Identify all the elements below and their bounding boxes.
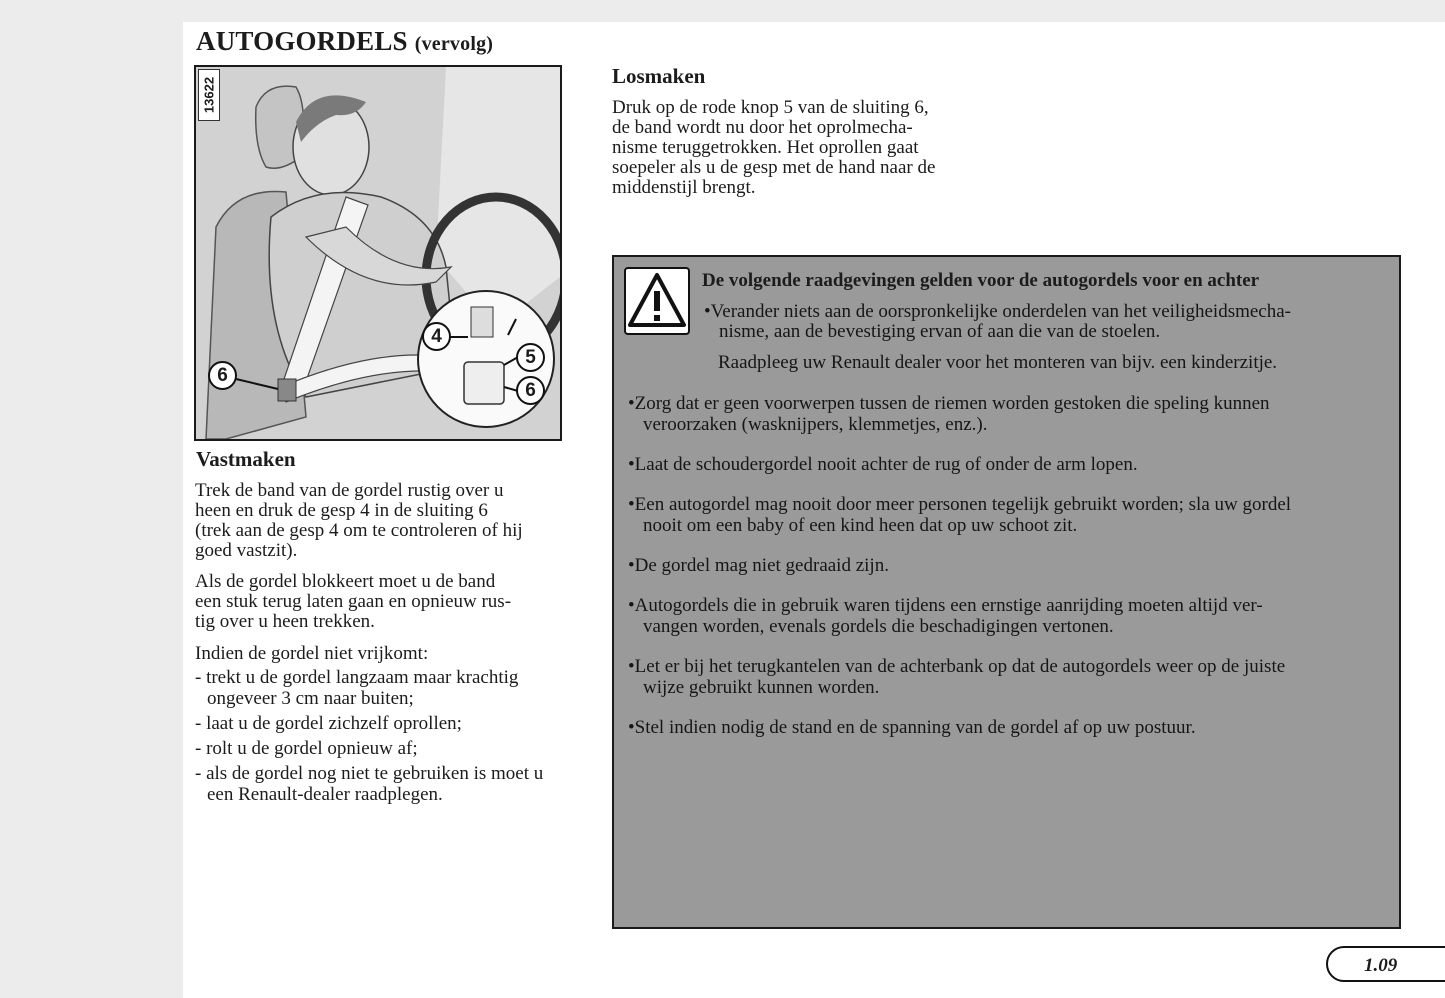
warning-bullet: • Zorg dat er geen voorwerpen tussen de riemen worden gestoken die speling kunnen [628,393,1270,414]
text-line: een stuk terug laten gaan en opnieuw rus- [195,591,512,612]
text-line: goed vastzit). [195,540,298,561]
losmaken-text [612,98,978,198]
warning-bullet-cont: nooit om een baby of een kind heen dat op uw schoot zit. [643,515,1078,536]
warning-bullet: • Laat de schoudergordel nooit achter de rug of onder de arm lopen. [628,454,1138,475]
warning-bullet: • Autogordels die in gebruik waren tijdens een ernstige aanrijding moeten altijd ver- [628,595,1263,616]
page-title [196,26,493,57]
list-item: - trekt u de gordel langzaam maar krachtig ongeveer 3 cm naar buiten; [195,667,559,709]
warning-bullet: • Stel indien nodig de stand en de spanning van de gordel af op uw postuur. [628,717,1196,738]
text-line: soepeler als u de gesp met de hand naar de [612,157,936,178]
warning-triangle-icon [624,267,690,335]
callout-4: 4 [422,322,451,351]
title-subtitle: (vervolg) [414,33,494,55]
figure-number-label: 13622 [198,69,220,121]
warning-bullet-cont: vangen worden, evenals gordels die beschadigingen vertonen. [643,616,1114,637]
vastmaken-para-2 [195,572,559,632]
seatbelt-drawing [196,67,560,439]
list-item: - laat u de gordel zichzelf oprollen; [195,713,559,734]
warning-box [612,255,1401,929]
warning-bullet: • Een autogordel mag nooit door meer personen tegelijk gebruikt worden; sla uw gordel [628,494,1291,515]
title-main: AUTOGORDELS [196,26,408,56]
text-line: Trek de band van de gordel rustig over u [195,480,504,501]
text-line: nisme teruggetrokken. Het oprollen gaat [612,137,919,158]
seatbelt-illustration [194,65,562,441]
warning-first-note: Raadpleeg uw Renault dealer voor het monteren van bijv. een kinderzitje. [718,352,1278,373]
list-item: - als de gordel nog niet te gebruiken is moet u een Renault-dealer raadplegen. [195,763,559,805]
callout-5: 5 [516,343,545,372]
text-line: tig over u heen trekken. [195,611,375,632]
vastmaken-para-1 [195,481,559,561]
warning-bullet: • De gordel mag niet gedraaid zijn. [628,555,889,576]
warning-title: De volgende raadgevingen gelden voor de autogordels voor en achter [702,270,1260,291]
text-line: Als de gordel blokkeert moet u de band [195,571,496,592]
vastmaken-para-3: Indien de gordel niet vrijkomt: [195,643,429,664]
callout-6-zoom: 6 [516,376,545,405]
text-line: Druk op de rode knop 5 van de sluiting 6, [612,97,929,118]
vastmaken-heading: Vastmaken [196,447,296,471]
warning-first-bullet-cont: nisme, aan de bevestiging ervan of aan die van de stoelen. [719,321,1161,342]
text-line: (trek aan de gesp 4 om te controleren of hij [195,520,523,541]
warning-bullet: • Let er bij het terugkantelen van de achterbank op dat de autogordels weer op de juiste [628,656,1285,677]
text-line: heen en druk de gesp 4 in de sluiting 6 [195,500,488,521]
warning-bullet-cont: veroorzaken (wasknijpers, klemmetjes, enz.). [643,414,988,435]
warning-first-bullet: • Verander niets aan de oorspronkelijke onderdelen van het veiligheidsmecha- [704,301,1291,322]
callout-6-seat: 6 [208,361,237,390]
release-steps-list [195,667,559,809]
text-line: de band wordt nu door het oprolmecha- [612,117,913,138]
text-line: middenstijl brengt. [612,177,756,198]
page-number-tab: 1.09 [1326,946,1445,982]
warning-bullet-cont: wijze gebruikt kunnen worden. [643,677,880,698]
losmaken-heading: Losmaken [612,64,706,88]
list-item: - rolt u de gordel opnieuw af; [195,738,559,759]
